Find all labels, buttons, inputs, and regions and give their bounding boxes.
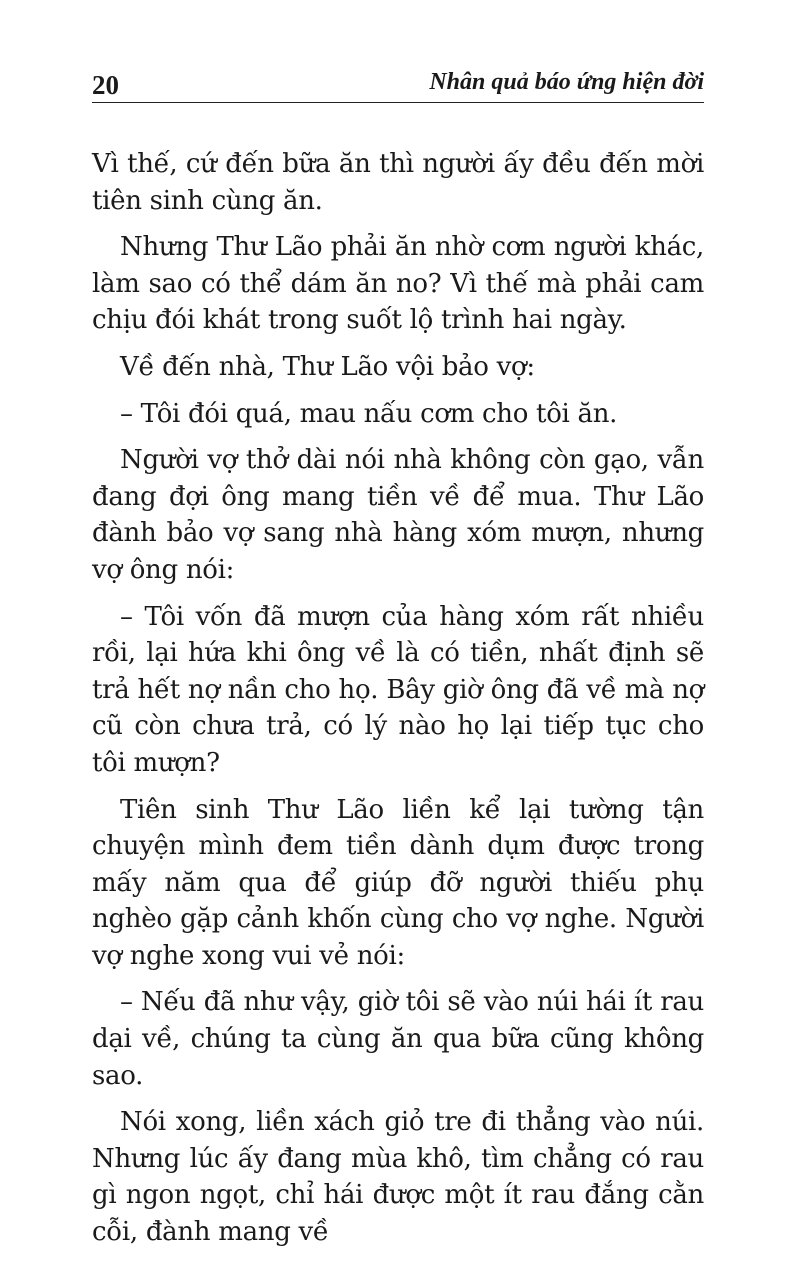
paragraph: Người vợ thở dài nói nhà không còn gạo, vẫn đang đợi ông mang tiền về để mua. Thư Lão đành bảo vợ sang nhà hàng xóm mượn, nhưng vợ ông nói: [92, 445, 704, 585]
paragraph: Về đến nhà, Thư Lão vội bảo vợ: [120, 351, 535, 382]
running-header [92, 62, 704, 102]
dialogue-line: – Nếu đã như vậy, giờ tôi sẽ vào núi hái ít rau dại về, chúng ta cùng ăn qua bữa cũng không sao. [92, 987, 704, 1091]
page-number: 20 [92, 70, 119, 100]
paragraph: Tiên sinh Thư Lão liền kể lại tường tận chuyện mình đem tiền dành dụm được trong mấy năm qua để giúp đỡ người thiếu phụ nghèo gặp cảnh khốn cùng cho vợ nghe. Người vợ nghe xong vui vẻ nói: [92, 794, 704, 971]
header-rule [92, 102, 704, 103]
body-text [92, 146, 704, 1261]
dialogue-line: – Tôi đói quá, mau nấu cơm cho tôi ăn. [120, 398, 618, 429]
paragraph: Nói xong, liền xách giỏ tre đi thẳng vào núi. Nhưng lúc ấy đang mùa khô, tìm chẳng có rau gì ngon ngọt, chỉ hái được một ít rau đắng cằn cỗi, đành mang về [92, 1107, 704, 1248]
paragraph: Nhưng Thư Lão phải ăn nhờ cơm người khác, làm sao có thể dám ăn no? Vì thế mà phải cam chịu đói khát trong suốt lộ trình hai ngày. [92, 232, 704, 336]
running-title: Nhân quả báo ứng hiện đời [429, 69, 704, 95]
paragraph: Vì thế, cứ đến bữa ăn thì người ấy đều đến mời tiên sinh cùng ăn. [92, 149, 704, 216]
dialogue-line: – Tôi vốn đã mượn của hàng xóm rất nhiều rồi, lại hứa khi ông về là có tiền, nhất định sẽ trả hết nợ nần cho họ. Bây giờ ông đã về mà nợ cũ còn chưa trả, có lý nào họ lại tiếp tục cho tôi mượn? [92, 601, 704, 778]
